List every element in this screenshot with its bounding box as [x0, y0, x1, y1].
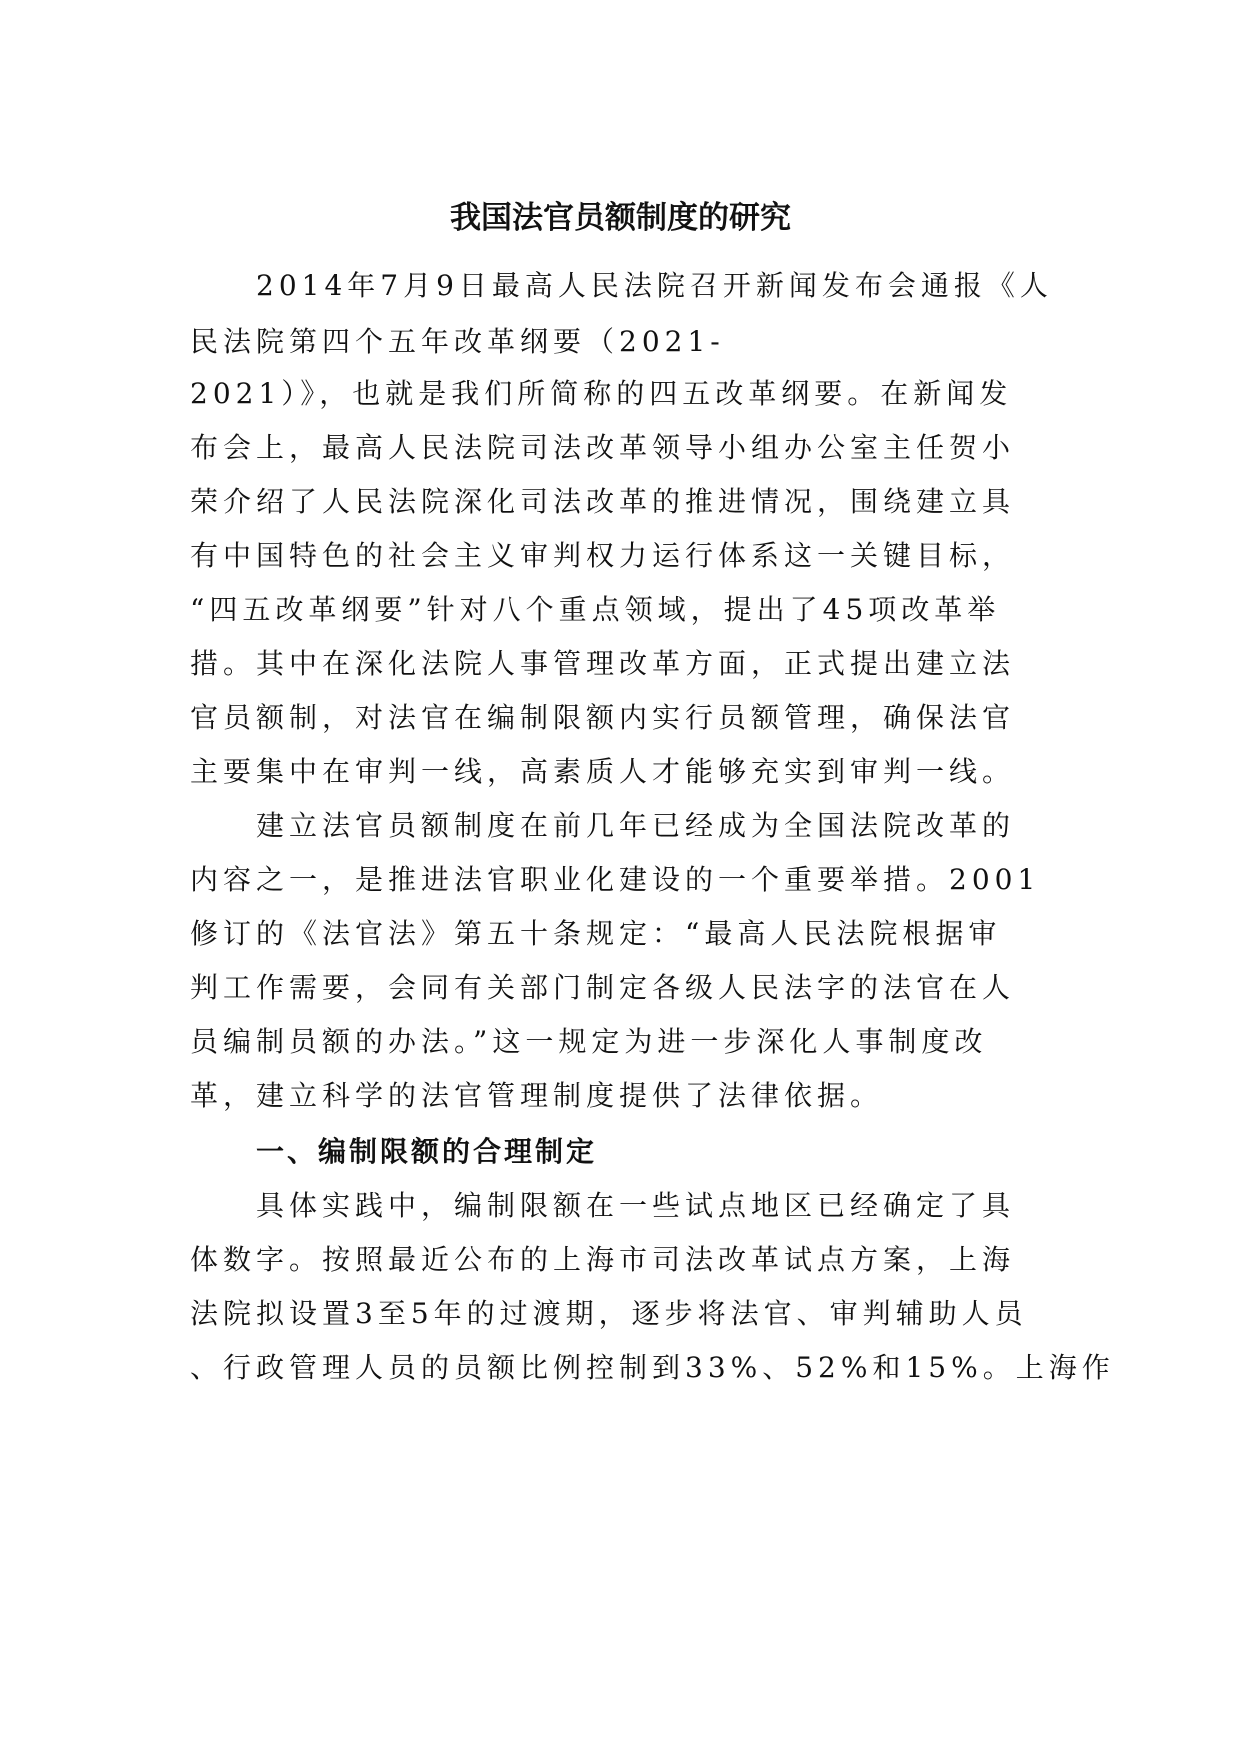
body-line: 内容之一，是推进法官职业化建设的一个重要举措。2001 [190, 863, 1041, 896]
body-line: 民法院第四个五年改革纲要（2021- [190, 325, 725, 358]
body-line: 具体实践中，编制限额在一些试点地区已经确定了具 [190, 1189, 1016, 1222]
section-heading: 一、编制限额的合理制定 [256, 1135, 598, 1168]
body-line: 体数字。按照最近公布的上海市司法改革试点方案，上海 [190, 1243, 1016, 1276]
document-title: 我国法官员额制度的研究 [450, 200, 791, 236]
body-line: 布会上，最高人民法院司法改革领导小组办公室主任贺小 [190, 431, 1016, 464]
body-line: 员编制员额的办法。”这一规定为进一步深化人事制度改 [190, 1025, 988, 1058]
body-line: 法院拟设置3至5年的过渡期，逐步将法官、审判辅助人员 [190, 1297, 1028, 1330]
body-line: 主要集中在审判一线，高素质人才能够充实到审判一线。 [190, 755, 1016, 788]
body-line: 有中国特色的社会主义审判权力运行体系这一关键目标， [190, 539, 1016, 572]
body-line: “四五改革纲要”针对八个重点领域，提出了45项改革举 [190, 593, 1001, 626]
body-line: 修订的《法官法》第五十条规定：“最高人民法院根据审 [190, 917, 1002, 950]
body-line: 官员额制，对法官在编制限额内实行员额管理，确保法官 [190, 701, 1016, 734]
body-line: 、行政管理人员的员额比例控制到33%、52%和15%。上海作 [190, 1351, 1115, 1384]
body-line: 判工作需要，会同有关部门制定各级人民法字的法官在人 [190, 971, 1016, 1004]
body-line: 革，建立科学的法官管理制度提供了法律依据。 [190, 1079, 884, 1112]
body-line: 2021）》，也就是我们所简称的四五改革纲要。在新闻发 [190, 377, 1013, 410]
body-line: 建立法官员额制度在前几年已经成为全国法院改革的 [190, 809, 1016, 842]
body-line: 措。其中在深化法院人事管理改革方面，正式提出建立法 [190, 647, 1016, 680]
body-line: 2014年7月9日最高人民法院召开新闻发布会通报《人 [190, 269, 1053, 302]
body-line: 荣介绍了人民法院深化司法改革的推进情况，围绕建立具 [190, 485, 1016, 518]
